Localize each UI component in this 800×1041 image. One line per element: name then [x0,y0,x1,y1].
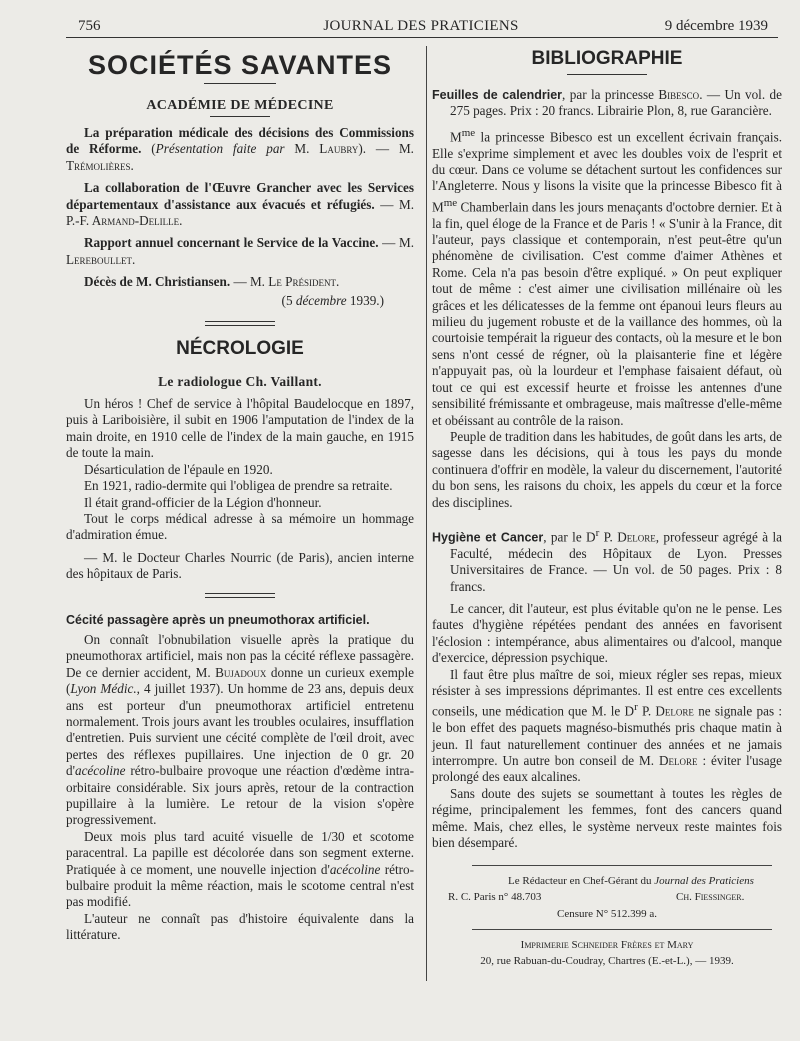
section-separator [205,321,275,326]
necrologie-paragraph: Désarticulation de l'épaule en 1920. [84,461,273,477]
page-header [74,16,768,36]
page-number: 756 [78,18,101,34]
header-rule [66,37,778,38]
book-2-review-paragraph-1: Le cancer, dit l'auteur, est plus évitable qu'on ne le pense. Les fautes d'hygiène répétées pendant des années en favorisent l'éclosion : intempérance, abus alimentaires ou d'alcool, manque d'exercice, dépression psychique. [432,600,782,666]
title-underline [204,83,276,84]
book-2-review-paragraph-3: Sans doute des sujets se soumettant à toutes les règles de régime, principalement les femmes, font des cancers quand même. Mais, chez elles, le système nerveux reste maintes fois bien désemparé. [432,785,782,851]
journal-title: JOURNAL DES PRATICIENS [323,18,519,34]
book-2-review-paragraph-2: Il faut être plus maître de soi, mieux régler ses repas, mieux résister à ses impressions déprimantes. Il est entre ces excellents conseils, une médication que M. le $D^r$ P. Delore ne signale pas : le bon effet des paquets magnéso-bismuthés pris chaque matin à jeun. Il faut naturellement continuer des années et ne jamais interrompre. Un autre bon conseil de M. Delore : éviter l'usage prolongé des eaux alcalines. [432,666,783,785]
book-2-reference: Hygiène et Cancer, par le $D^r$ P. Delore, professeur agrégé à la Faculté, médecin des Hôpitaux de Lyon. Presses Universitaires de France. — Un vol. de 50 pages. Prix : 8 francs. [432,526,783,594]
issue-date: 9 décembre 1939 [664,18,768,34]
book-1-review-paragraph-1: $M^{me}$ la princesse Bibesco est un excellent écrivain français. Elle s'exprime simplement et avec les doubles voix de l'esprit et du cœur. Dans ce volume se détachent surtout les confidences sur l'Angleterre. Nous y lisons la visite que la princesse Bibesco fit à $M^{me}$ Chamberlain dans les jours menaçants d'octobre dernier. Et à la fin, quel éloge de la France et de Paris ! « S'unir à la France, dit l'auteur, pays classique et contemporain, n'est peut-être qu'un phénomène de civilisation. C'est comme d'aimer Athènes et Rome. Cela n'a pas besoin d'être expliqué. » On peut expliquer tout de même : c'est aimer une civilisation millénaire où les grâces et les délicatesses de la femme ont épanoui leurs fleurs au milieu du jugement robuste et de la vaillance des hommes, où la courtoisie tempérait la rigueur des contacts, où la mesure et le bon sens n'ont cessé de régner, où la plaisanterie fine et légère n'appuyait pas, où la lourdeur et l'emphase faisaient défaut, où tout ce qui est excessif heurte et froisse les antennes d'une sensibilité frémissante et ombrageuse, mais maîtresse d'elle-même et obéissant au contrôle de la raison. [432,126,782,428]
footer-rc-line: R. C. Paris n° 48.703 Ch. Fiessinger. [448,891,745,904]
session-date: (5 décembre 1939.) [281,292,384,308]
necrologie-paragraph: En 1921, radio-dermite qui l'obligea de prendre sa retraite. [84,478,393,494]
section-separator [205,593,275,598]
right-column [432,44,782,968]
footer-editor: Le Rédacteur en Chef-Gérant du Journal des Praticiens [508,875,754,888]
left-column [66,44,414,944]
footer-printer: Imprimerie Schneider Frères et Mary [520,939,694,952]
book-1-reference: Feuilles de calendrier, par la princesse Bibesco. — Un vol. de 275 pages. Prix : 20 francs. Librairie Plon, 8, rue Garancière. [432,87,782,119]
necrologie-paragraph: — M. le Docteur Charles Nourric (de Paris), ancien interne des hôpitaux de Paris. [66,549,414,582]
heading-underline [210,116,270,117]
academie-heading: ACADÉMIE DE MÉDECINE [146,98,334,113]
bibliographie-title: BIBLIOGRAPHIE [531,48,683,69]
cecite-paragraph-3: L'auteur ne connaît pas d'histoire équivalente dans la littérature. [66,910,414,943]
book-1-review-paragraph-2: Peuple de tradition dans les habitudes, de goût dans les arts, de sagesse dans les décisions, qui à tous les pays du monde continuera d'offrir en modèle, la valeur du discernement, l'autorité du bon sens, les raisons du choix, les appels du cœur et la force des disciplines. [432,428,782,510]
footer-rule [472,865,772,866]
footer-address: 20, rue Rabuan-du-Coudray, Chartres (E.-et-L.), — 1939. [480,955,734,968]
cecite-title: Cécité passagère après un pneumothorax artificiel. [66,612,370,627]
title-underline [567,74,647,75]
academie-item-3: Rapport annuel concernant le Service de la Vaccine. — M. Lereboullet. [66,235,414,267]
necrologie-paragraph: Un héros ! Chef de service à l'hôpital Baudelocque en 1897, puis à Lariboisière, il subit en 1906 l'amputation de l'index de la main droite, en 1910 celle de l'index de la main gauche, en 1915 de toute la main. [66,396,414,461]
cecite-paragraph-2: Deux mois plus tard acuité visuelle de 1/30 et scotome paracentral. La papille est décolorée dans son segment externe. Pratiquée à ce moment, une nouvelle injection d'acécoline rétro-bulbaire produit la même réaction, mais le scotome central n'est pas modifié. [66,828,414,910]
necrologie-title: NÉCROLOGIE [176,338,304,360]
necrologie-paragraph: Tout le corps médical adresse à sa mémoire un hommage d'admiration émue. [66,510,414,543]
column-divider [426,46,427,981]
necrologie-subtitle: Le radiologue Ch. Vaillant. [158,374,322,390]
academie-item-2: La collaboration de l'Œuvre Grancher avec les Services départementaux d'assistance aux évacués et réfugiés. — M. P.-F. Armand-Delille. [66,180,414,229]
cecite-paragraph-1: On connaît l'obnubilation visuelle après la pratique du pneumothorax artificiel, mais non pas la cécité réflexe passagère. De ce dernier accident, M. Bujadoux donne un curieux exemple (Lyon Médic., 4 juillet 1937). Un homme de 23 ans, depuis deux ans est porteur d'un pneumothorax artificiel entretenu normalement. Trois jours avant les troubles oculaires, insufflation d'entretien. Puis survient une cécité complète de l'œil droit, avec pertes des réflexes pupillaires. Une injection de 0 gr. 20 d'acécoline rétro-bulbaire provoque une réaction d'œdème intra-orbitaire considérable. Six jours après, retour de la contraction pupillaire à la lumière. Le retour de la vision s'opère progressivement. [66,631,414,828]
necrologie-paragraph: Il était grand-officier de la Légion d'honneur. [84,494,322,510]
academie-item-1: La préparation médicale des décisions des Commissions de Réforme. (Présentation faite par M. Laubry). — M. Trémolières. [66,125,414,173]
footer-rule [472,929,772,930]
footer-censure: Censure N° 512.399 a. [556,908,658,921]
societes-savantes-title: SOCIÉTÉS SAVANTES [87,50,393,80]
academie-item-4: Décès de M. Christiansen. — M. Le Président. [84,274,340,290]
